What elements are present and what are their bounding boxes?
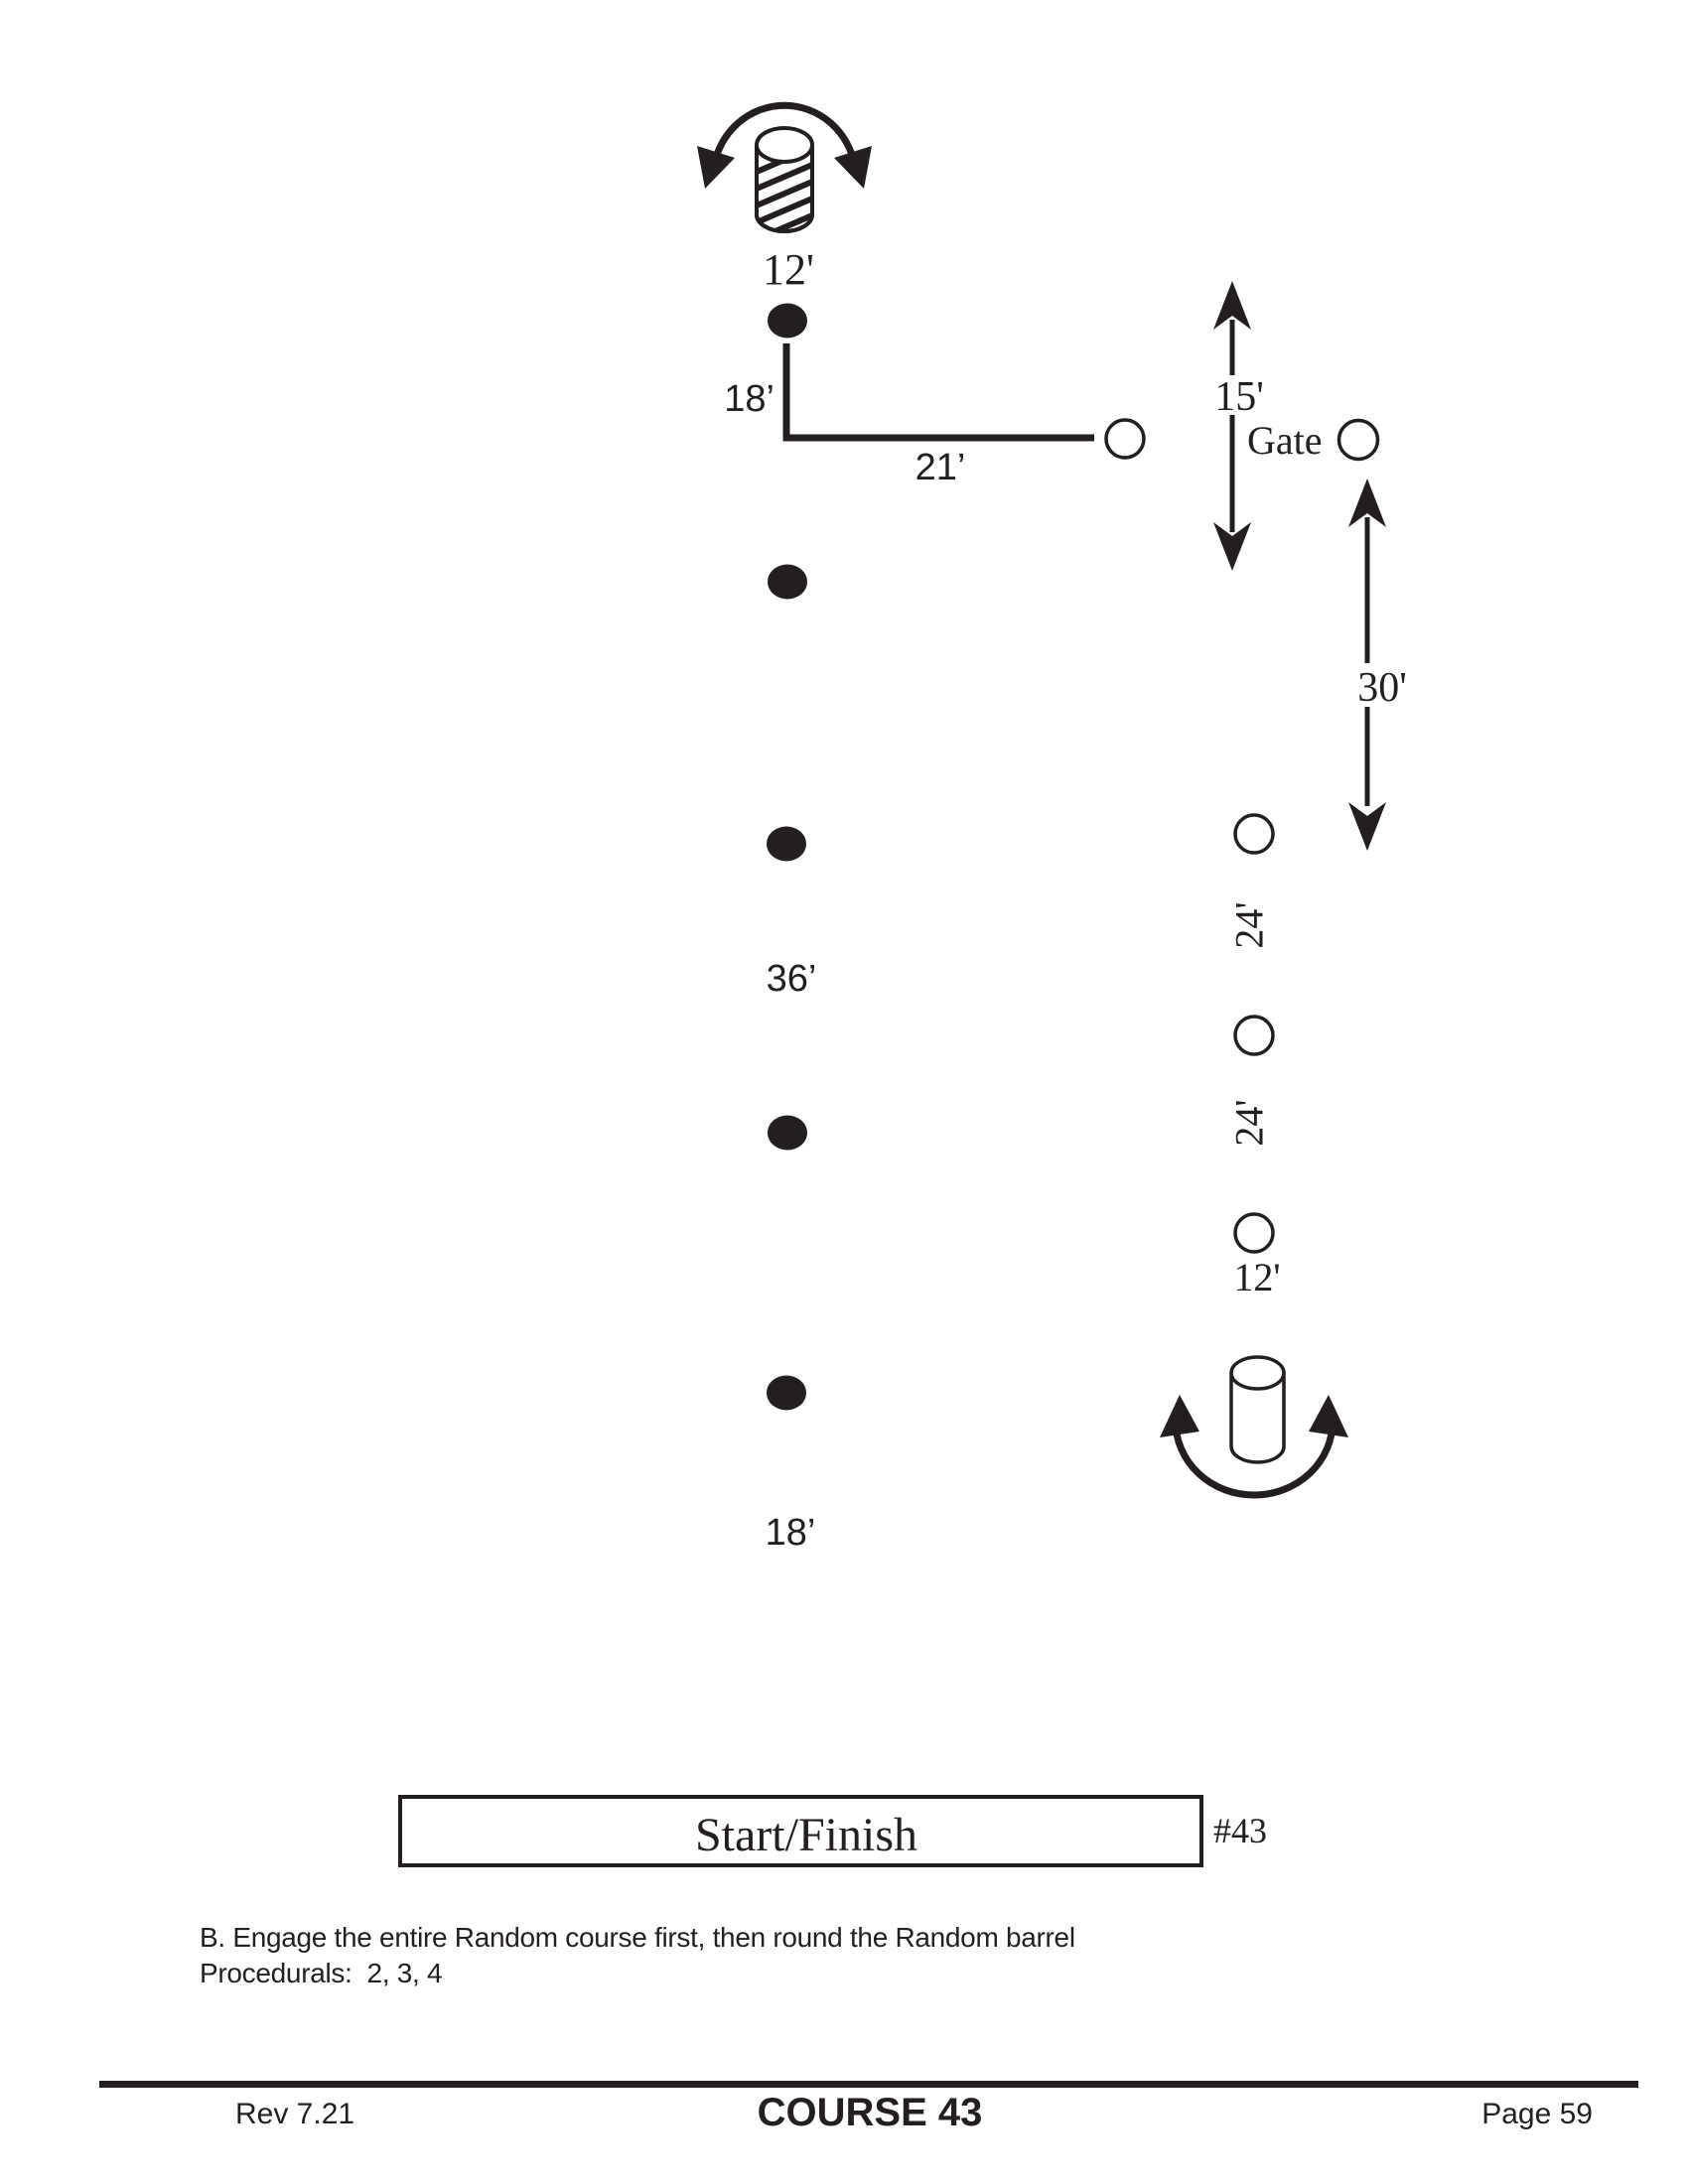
gate-label: Gate [1247, 418, 1323, 463]
dim-label-15ft: 15' [1214, 374, 1264, 420]
pole-dot-4 [768, 1116, 807, 1151]
hoop-circle-offset-end [1106, 420, 1144, 458]
arrowhead-left [697, 146, 735, 189]
plain-barrel [1231, 1357, 1284, 1462]
hoop-circle-2 [1235, 1017, 1273, 1054]
footer-rev: Rev 7.21 [235, 2098, 355, 2130]
dim-label-24ft-1: 24' [1226, 901, 1272, 949]
dim-label-18ft-bottom: 18’ [765, 1512, 816, 1554]
offset-line [786, 343, 1094, 438]
arrowhead-right [834, 146, 872, 189]
note-line-1: B. Engage the entire Random course first, then round the Random barrel [200, 1922, 1075, 1953]
course-tag: #43 [1213, 1811, 1267, 1850]
note-line-2: Procedurals: 2, 3, 4 [200, 1958, 443, 1988]
footer-page: Page 59 [1481, 2098, 1593, 2130]
dim-label-12ft-bottom: 12' [1233, 1255, 1281, 1299]
pole-dot-2 [768, 565, 807, 600]
arrowhead-left [1160, 1395, 1199, 1437]
start-finish-label: Start/Finish [694, 1809, 918, 1861]
dim-label-18ft-offset: 18’ [724, 378, 774, 420]
dim-arrow-15ft [1213, 281, 1251, 571]
dim-label-24ft-2: 24' [1226, 1099, 1272, 1147]
pole-dot-1 [768, 304, 807, 339]
dim-label-36ft: 36’ [766, 958, 817, 1000]
hoop-circle-3 [1235, 1214, 1273, 1252]
dim-label-21ft: 21’ [914, 447, 966, 488]
footer-rule [99, 2081, 1638, 2088]
arrowhead-right [1309, 1395, 1348, 1437]
gate-circle [1339, 421, 1378, 460]
footer-title: COURSE 43 [757, 2091, 983, 2134]
dim-label-12ft-top: 12' [763, 245, 814, 294]
pole-dot-3 [767, 827, 806, 862]
striped-barrel [757, 128, 812, 239]
dim-label-30ft: 30' [1357, 665, 1407, 711]
pole-dot-5 [767, 1376, 806, 1411]
hoop-circle-1 [1235, 815, 1273, 853]
